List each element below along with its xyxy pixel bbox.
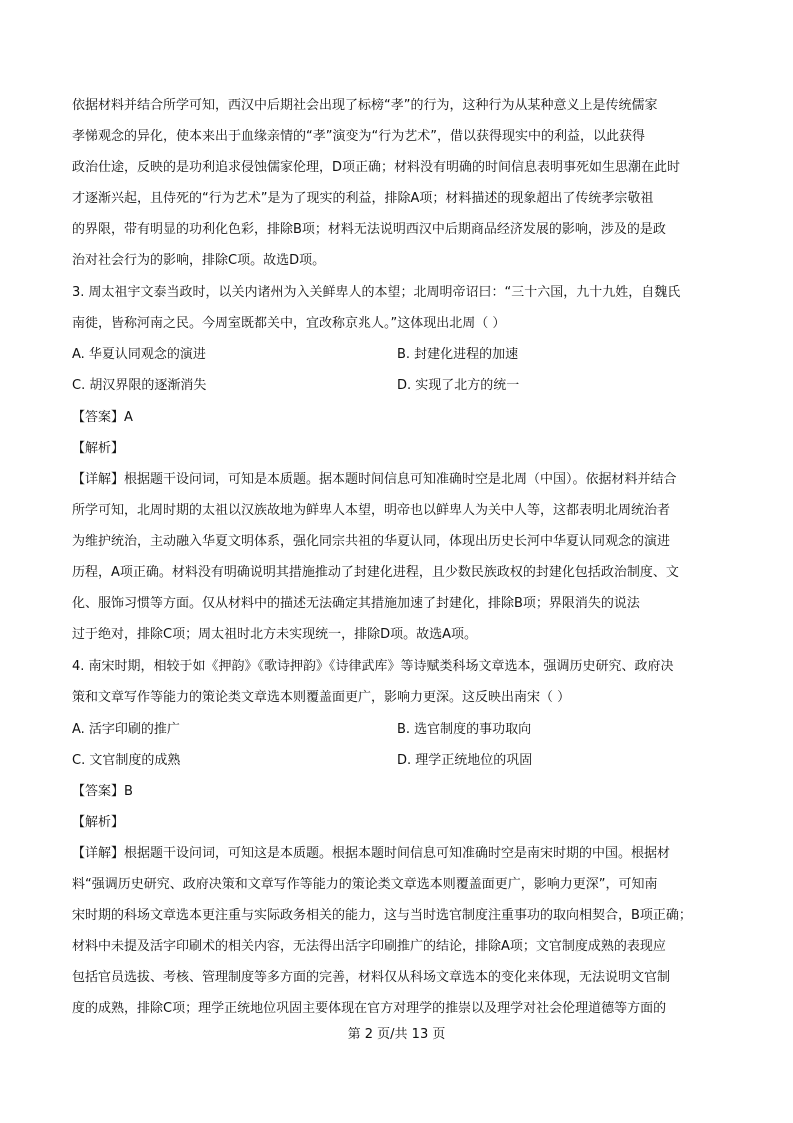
intro-line-4: 才逐渐兴起，且侍死的“行为艺术”是为了现实的利益，排除A项；材料描述的现象超出了传统孝宗敬祖 [72,191,654,206]
q3-detail-line-6: 过于绝对，排除C项；周太祖时北方未实现统一，排除D项。故选A项。 [72,627,477,642]
intro-line-5: 的界限，带有明显的功利化色彩，排除B项；材料无法说明西汉中后期商品经济发展的影响，涉及的是政 [72,222,666,237]
q4-option-c: C. 文官制度的成熟 [72,753,181,768]
intro-line-2: 孝悌观念的异化，使本来出于血缘亲情的“孝”演变为“行为艺术”，借以获得现实中的利益，以此获得 [72,129,645,144]
q3-option-a: A. 华夏认同观念的演进 [72,347,206,362]
intro-line-3: 政治仕途，反映的是功利追求侵蚀儒家伦理，D项正确；材料没有明确的时间信息表明事死如生思潮在此时 [72,160,681,175]
q4-stem-line-1: 4. 南宋时期，相较于如《押韵》《歌诗押韵》《诗律武库》等诗赋类科场文章选本，强调历史研究、政府决 [72,659,674,674]
q4-analysis-heading: 【解析】 [72,815,125,830]
page-number-footer: 第 2 页/共 13 页 [347,1027,446,1042]
q3-option-d: D. 实现了北方的统一 [397,378,520,393]
q4-detail-line-4: 材料中未提及活字印刷术的相关内容，无法得出活字印刷推广的结论，排除A项；文官制度成熟的表现应 [72,939,666,954]
q3-detail-line-2: 所学可知，北周时期的太祖以汉族故地为鲜卑人本望，明帝也以鲜卑人为关中人等，这都表明北周统治者 [72,503,671,518]
q3-stem-line-2: 南徙，皆称河南之民。今周室既都关中，宜改称京兆人。”这体现出北周（ ） [72,316,506,331]
q4-stem-line-2: 策和文章写作等能力的策论类文章选本则覆盖面更广，影响力更深。这反映出南宋（ ） [72,690,571,705]
q3-detail-line-5: 化、服饰习惯等方面。仅从材料中的描述无法确定其措施加速了封建化，排除B项；界限消失的说法 [72,596,640,611]
q4-option-a: A. 活字印刷的推广 [72,722,180,737]
q3-detail-line-1: 【详解】根据题干设问词，可知是本质题。据本题时间信息可知准确时空是北周（中国）。依据材料并结合 [72,472,677,487]
q4-option-d: D. 理学正统地位的巩固 [397,753,533,768]
q3-answer: 【答案】A [72,410,133,425]
q4-detail-line-1: 【详解】根据题干设问词，可知这是本质题。根据本题时间信息可知准确时空是南宋时期的中国。根据材 [72,846,671,861]
q4-detail-line-3: 宋时期的科场文章选本更注重与实际政务相关的能力，这与当时选官制度注重事功的取向相契合，B项正确； [72,908,692,923]
intro-line-6: 治对社会行为的影响，排除C项。故选D项。 [72,253,326,268]
q4-answer: 【答案】B [72,784,133,799]
q4-detail-line-6: 度的成熟，排除C项；理学正统地位巩固主要体现在官方对理学的推崇以及理学对社会伦理道德等方面的 [72,1001,667,1016]
q3-detail-line-4: 历程，A项正确。材料没有明确说明其措施推动了封建化进程，且少数民族政权的封建化包括政治制度、文 [72,565,679,580]
q3-analysis-heading: 【解析】 [72,441,125,456]
q4-detail-line-5: 包括官员选拔、考核、管理制度等多方面的完善，材料仅从科场文章选本的变化来体现，无法说明文官制 [72,970,671,985]
q3-option-b: B. 封建化进程的加速 [397,347,519,362]
q3-option-c: C. 胡汉界限的逐渐消失 [72,378,207,393]
q4-detail-line-2: 料“强调历史研究、政府决策和文章写作等能力的策论类文章选本则覆盖面更广，影响力更深”，可知南 [72,877,658,892]
q3-detail-line-3: 为维护统治，主动融入华夏文明体系，强化同宗共祖的华夏认同，体现出历史长河中华夏认同观念的演进 [72,534,671,549]
q4-option-b: B. 选官制度的事功取向 [397,722,532,737]
q3-stem-line-1: 3. 周太祖宇文泰当政时，以关内诸州为入关鲜卑人的本望；北周明帝诏曰：“三十六国，九十九姓，自魏氏 [72,285,681,300]
intro-line-1: 依据材料并结合所学可知，西汉中后期社会出现了标榜“孝”的行为，这种行为从某种意义上是传统儒家 [72,98,658,113]
